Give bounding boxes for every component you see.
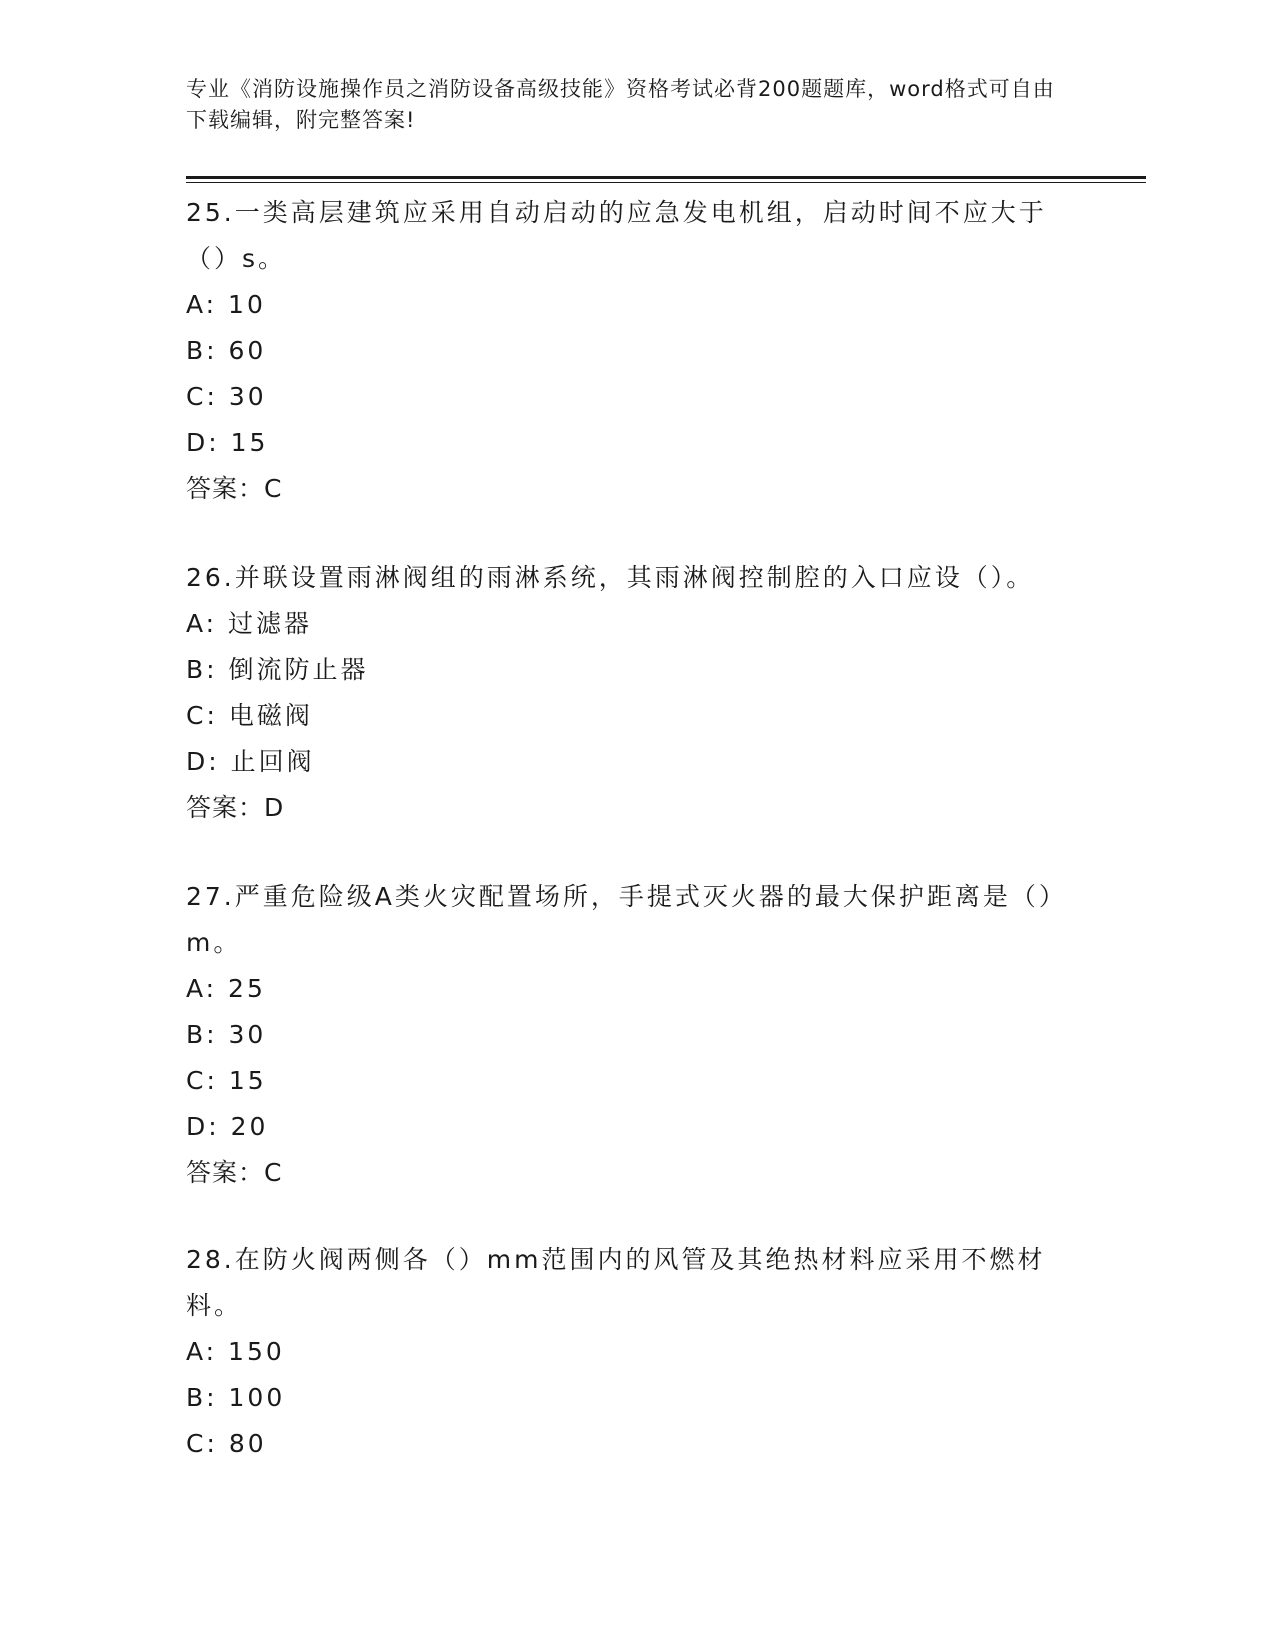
option-c: C: 30 [186, 382, 267, 411]
question-stem: 26.并联设置雨淋阀组的雨淋系统，其雨淋阀控制腔的入口应设（）。 [186, 563, 1035, 592]
option-a: A: 150 [186, 1337, 285, 1366]
question-26 [186, 555, 1076, 831]
question-25 [186, 190, 1076, 512]
option-a: A: 25 [186, 974, 266, 1003]
header-divider-thick [186, 176, 1146, 179]
question-stem: 27.严重危险级A类火灾配置场所，手提式灭火器的最大保护距离是（）m。 [186, 882, 1067, 957]
option-b: B: 60 [186, 336, 267, 365]
option-c: C: 电磁阀 [186, 701, 313, 730]
option-b: B: 倒流防止器 [186, 655, 369, 684]
option-c: C: 15 [186, 1066, 267, 1095]
option-c: C: 80 [186, 1429, 267, 1458]
option-d: D: 止回阀 [186, 747, 315, 776]
question-27 [186, 874, 1076, 1196]
header-divider-thin [186, 182, 1146, 183]
option-a: A: 过滤器 [186, 609, 313, 638]
question-28 [186, 1237, 1076, 1467]
answer-line: 答案：C [186, 1158, 283, 1187]
option-d: D: 20 [186, 1112, 269, 1141]
question-stem: 25.一类高层建筑应采用自动启动的应急发电机组，启动时间不应大于（）s。 [186, 198, 1047, 273]
document-header: 专业《消防设施操作员之消防设备高级技能》资格考试必背200题题库，word格式可自由下载编辑，附完整答案! [186, 77, 1055, 132]
question-stem: 28.在防火阀两侧各（）mm范围内的风管及其绝热材料应采用不燃材料。 [186, 1245, 1046, 1320]
option-b: B: 100 [186, 1383, 286, 1412]
option-b: B: 30 [186, 1020, 267, 1049]
answer-line: 答案：C [186, 474, 283, 503]
answer-line: 答案：D [186, 793, 285, 822]
option-d: D: 15 [186, 428, 269, 457]
option-a: A: 10 [186, 290, 266, 319]
